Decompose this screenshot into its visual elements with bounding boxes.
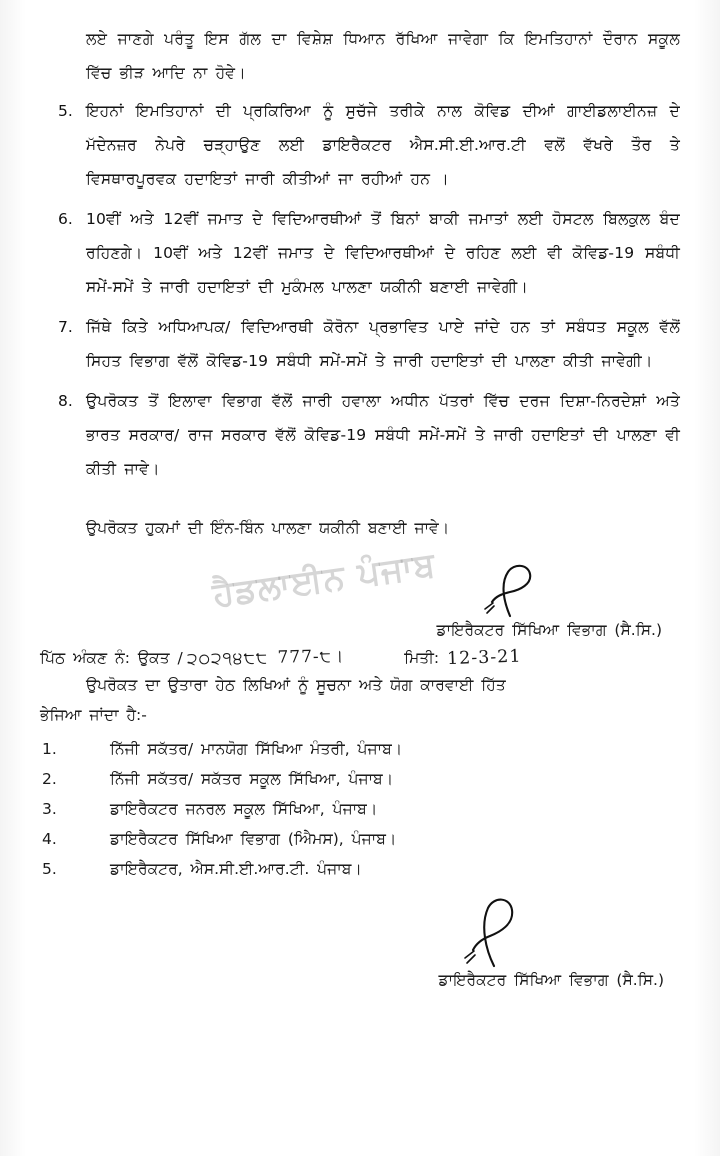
scan-edge-left bbox=[0, 0, 26, 1156]
lead-paragraph: ਲਏ ਜਾਣਗੇ ਪਰੰਤੂ ਇਸ ਗੱਲ ਦਾ ਵਿਸ਼ੇਸ਼ ਧਿਆਨ ਰੱਖਿਆ ਜਾਵੇਗਾ ਕਿ ਇਮਤਿਹਾਨਾਂ ਦੌਰਾਨ ਸਕੂਲ ਵਿੱਚ ਭੀੜ ਆਦਿ ਨਾ ਹੋਵੇ। bbox=[86, 30, 680, 82]
scan-edge-right bbox=[694, 0, 720, 1156]
recipient-number: 5. bbox=[42, 860, 57, 878]
clause-item bbox=[40, 310, 680, 378]
signature-block-top bbox=[40, 568, 680, 640]
signature-icon bbox=[460, 894, 530, 970]
recipient-text: ਡਾਇਰੈਕਟਰ, ਐਸ.ਸੀ.ਈ.ਆਰ.ਟੀ. ਪੰਜਾਬ। bbox=[110, 860, 362, 878]
watermark: ਹੈਡਲਾਈਨ ਪੰਜਾਬ bbox=[210, 544, 439, 616]
recipient-number: 1. bbox=[42, 740, 57, 758]
endorsement-note-line1: ਉਪਰੋਕਤ ਦਾ ਉਤਾਰਾ ਹੇਠ ਲਿਖਿਆਂ ਨੂੰ ਸੂਚਨਾ ਅਤੇ ਯੋਗ ਕਾਰਵਾਈ ਹਿੱਤ bbox=[86, 676, 506, 694]
signature-caption: ਡਾਇਰੈਕਟਰ ਸਿੱਖਿਆ ਵਿਭਾਗ (ਸੈ.ਸਿ.) bbox=[436, 621, 662, 639]
clause-list bbox=[40, 94, 680, 486]
closing-line: ਉਪਰੋਕਤ ਹੁਕਮਾਂ ਦੀ ਇੰਨ-ਬਿੰਨ ਪਾਲਣਾ ਯਕੀਨੀ ਬਣਾਈ ਜਾਵੇ। bbox=[86, 519, 450, 537]
list-item bbox=[40, 734, 680, 764]
clause-number: 7. bbox=[58, 318, 73, 336]
endorsement-row bbox=[40, 648, 680, 668]
clause-item bbox=[40, 94, 680, 196]
recipient-number: 3. bbox=[42, 800, 57, 818]
list-item bbox=[40, 764, 680, 794]
clause-text: ਉਪਰੋਕਤ ਤੋਂ ਇਲਾਵਾ ਵਿਭਾਗ ਵੱਲੋਂ ਜਾਰੀ ਹਵਾਲਾ ਅਧੀਨ ਪੱਤਰਾਂ ਵਿੱਚ ਦਰਜ ਦਿਸ਼ਾ-ਨਿਰਦੇਸ਼ਾਂ ਅਤੇ ਭਾਰਤ ਸਰਕਾਰ/ ਰਾਜ ਸਰਕਾਰ ਵੱਲੋਂ ਕੋਵਿਡ-19 ਸਬੰਧੀ ਸਮੇਂ-ਸਮੇਂ ਤੇ ਜਾਰੀ ਹਦਾਇਤਾਂ ਦੀ ਪਾਲਣਾ ਵੀ ਕੀਤੀ ਜਾਵੇ। bbox=[86, 392, 680, 478]
recipient-text: ਨਿੱਜੀ ਸਕੱਤਰ/ ਮਾਨਯੋਗ ਸਿੱਖਿਆ ਮੰਤਰੀ, ਪੰਜਾਬ। bbox=[110, 740, 403, 758]
endorsement-label: ਪਿੱਠ ਅੰਕਣ ਨੰ: ਉਕਤ / bbox=[40, 649, 183, 667]
endorsement-number: ੨੦੨੧੪੮੮ 777-੮। bbox=[186, 646, 345, 670]
clause-number: 5. bbox=[58, 102, 73, 120]
recipient-text: ਨਿੱਜੀ ਸਕੱਤਰ/ ਸਕੱਤਰ ਸਕੂਲ ਸਿੱਖਿਆ, ਪੰਜਾਬ। bbox=[110, 770, 394, 788]
endorsement-section bbox=[40, 648, 680, 730]
recipient-text: ਡਾਇਰੈਕਟਰ ਸਿੱਖਿਆ ਵਿਭਾਗ (ਐਿਮਸ), ਪੰਜਾਬ। bbox=[110, 830, 397, 848]
list-item bbox=[40, 824, 680, 854]
clause-text: ਇਹਨਾਂ ਇਮਤਿਹਾਨਾਂ ਦੀ ਪ੍ਰਕਿਰਿਆ ਨੂੰ ਸੁਚੱਜੇ ਤਰੀਕੇ ਨਾਲ ਕੋਵਿਡ ਦੀਆਂ ਗਾਈਡਲਾਈਨਜ਼ ਦੇ ਮੱਦੇਨਜ਼ਰ ਨੇਪਰੇ ਚੜ੍ਹਾਉਣ ਲਈ ਡਾਇਰੈਕਟਰ ਐਸ.ਸੀ.ਈ.ਆਰ.ਟੀ ਵਲੋਂ ਵੱਖਰੇ ਤੌਰ ਤੇ ਵਿਸਥਾਰਪੂਰਵਕ ਹਦਾਇਤਾਂ ਜਾਰੀ ਕੀਤੀਆਂ ਜਾ ਰਹੀਆਂ ਹਨ । bbox=[86, 102, 680, 188]
list-item bbox=[40, 794, 680, 824]
endorsement-note bbox=[40, 670, 680, 730]
signature-caption: ਡਾਇਰੈਕਟਰ ਸਿੱਖਿਆ ਵਿਭਾਗ (ਸੈ.ਸਿ.) bbox=[438, 971, 664, 989]
list-item bbox=[40, 854, 680, 884]
clause-item bbox=[40, 384, 680, 486]
clause-text: ਜਿੱਥੇ ਕਿਤੇ ਅਧਿਆਪਕ/ ਵਿਦਿਆਰਥੀ ਕੋਰੋਨਾ ਪ੍ਰਭਾਵਿਤ ਪਾਏ ਜਾਂਦੇ ਹਨ ਤਾਂ ਸਬੰਧਤ ਸਕੂਲ ਵੱਲੋਂ ਸਿਹਤ ਵਿਭਾਗ ਵੱਲੋਂ ਕੋਵਿਡ-19 ਸਬੰਧੀ ਸਮੇਂ-ਸਮੇਂ ਤੇ ਜਾਰੀ ਹਦਾਇਤਾਂ ਦੀ ਪਾਲਣਾ ਕੀਤੀ ਜਾਵੇਗੀ। bbox=[86, 318, 680, 370]
clause-text: 10ਵੀਂ ਅਤੇ 12ਵੀਂ ਜਮਾਤ ਦੇ ਵਿਦਿਆਰਥੀਆਂ ਤੋਂ ਬਿਨਾਂ ਬਾਕੀ ਜਮਾਤਾਂ ਲਈ ਹੋਸਟਲ ਬਿਲਕੁਲ ਬੰਦ ਰਹਿਣਗੇ। 10ਵੀਂ ਅਤੇ 12ਵੀਂ ਜਮਾਤ ਦੇ ਵਿਦਿਆਰਥੀਆਂ ਦੇ ਰਹਿਣ ਲਈ ਵੀ ਕੋਵਿਡ-19 ਸਬੰਧੀ ਸਮੇਂ-ਸਮੇਂ ਤੇ ਜਾਰੀ ਹਦਾਇਤਾਂ ਦੀ ਮੁਕੰਮਲ ਪਾਲਣਾ ਯਕੀਨੀ ਬਣਾਈ ਜਾਵੇਗੀ। bbox=[86, 210, 680, 296]
recipient-number: 4. bbox=[42, 830, 57, 848]
clause-number: 8. bbox=[58, 392, 73, 410]
endorsement-note-line2: ਭੇਜਿਆ ਜਾਂਦਾ ਹੈ:- bbox=[40, 706, 147, 724]
recipient-list bbox=[40, 734, 680, 884]
endorsement-date-label: ਮਿਤੀ: bbox=[404, 649, 440, 667]
endorsement-date-value: 12-3-21 bbox=[446, 646, 522, 670]
recipient-number: 2. bbox=[42, 770, 57, 788]
signature-icon bbox=[480, 562, 550, 620]
recipient-text: ਡਾਇਰੈਕਟਰ ਜਨਰਲ ਸਕੂਲ ਸਿੱਖਿਆ, ਪੰਜਾਬ। bbox=[110, 800, 378, 818]
signature-block-bottom bbox=[40, 894, 680, 990]
clause-item bbox=[40, 202, 680, 304]
clause-number: 6. bbox=[58, 210, 73, 228]
